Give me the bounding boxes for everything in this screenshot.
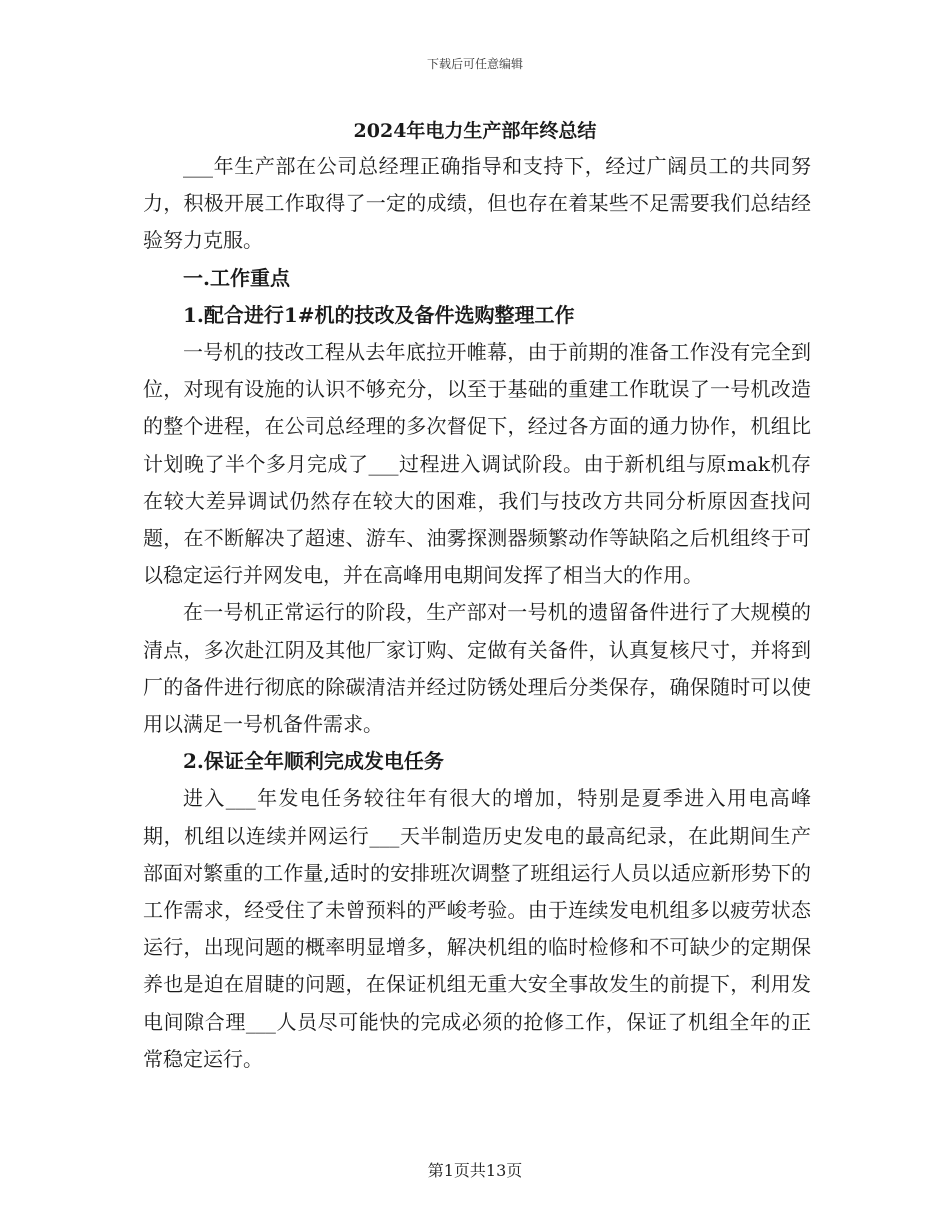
subsection-heading-2: 2.保证全年顺利完成发电任务 <box>183 749 444 774</box>
document-title: 2024年电力生产部年终总结 <box>353 120 597 142</box>
body-paragraph: 进入___年发电任务较往年有很大的增加，特别是夏季进入用电高峰期，机组以连续并网运行___天半制造历史发电的最高纪录，在此期间生产部面对繁重的工作量,适时的安排班次调整了班组运行人员以适应新形势下的工作需求，经受住了未曾预料的严峻考验。由于连续发电机组多以疲劳状态运行，出现问题的概率明显增多，解决机组的临时检修和不可缺少的定期保养也是迫在眉睫的问题，在保证机组无重大安全事故发生的前提下，利用发电间隙合理___人员尽可能快的完成必须的抢修工作，保证了机组全年的正常稳定运行。 <box>143 786 811 1071</box>
body-paragraph: 在一号机正常运行的阶段，生产部对一号机的遗留备件进行了大规模的清点，多次赴江阴及其他厂家订购、定做有关备件，认真复核尺寸，并将到厂的备件进行彻底的除碳清洁并经过防锈处理后分类保存，确保随时可以使用以满足一号机备件需求。 <box>143 600 811 737</box>
subsection-heading-1: 1.配合进行1#机的技改及备件选购整理工作 <box>183 302 575 327</box>
body-paragraph: 一号机的技改工程从去年底拉开帷幕，由于前期的准备工作没有完全到位，对现有设施的认识不够充分，以至于基础的重建工作耽误了一号机改造的整个进程，在公司总经理的多次督促下，经过各方面的通力协作，机组比计划晚了半个多月完成了___过程进入调试阶段。由于新机组与原mak机存在较大差异调试仍然存在较大的困难，我们与技改方共同分析原因查找问题，在不断解决了超速、游车、油雾探测器频繁动作等缺陷之后机组终于可以稳定运行并网发电，并在高峰用电期间发挥了相当大的作用。 <box>143 340 811 588</box>
section-heading-work-focus: 一.工作重点 <box>183 265 290 290</box>
page-header-note: 下载后可任意编辑 <box>426 57 523 71</box>
page-number-footer: 第1页共13页 <box>427 1161 523 1180</box>
document-body <box>143 148 811 1078</box>
intro-paragraph: ___年生产部在公司总经理正确指导和支持下，经过广阔员工的共同努力，积极开展工作取得了一定的成绩，但也存在着某些不足需要我们总结经验努力克服。 <box>143 154 811 253</box>
